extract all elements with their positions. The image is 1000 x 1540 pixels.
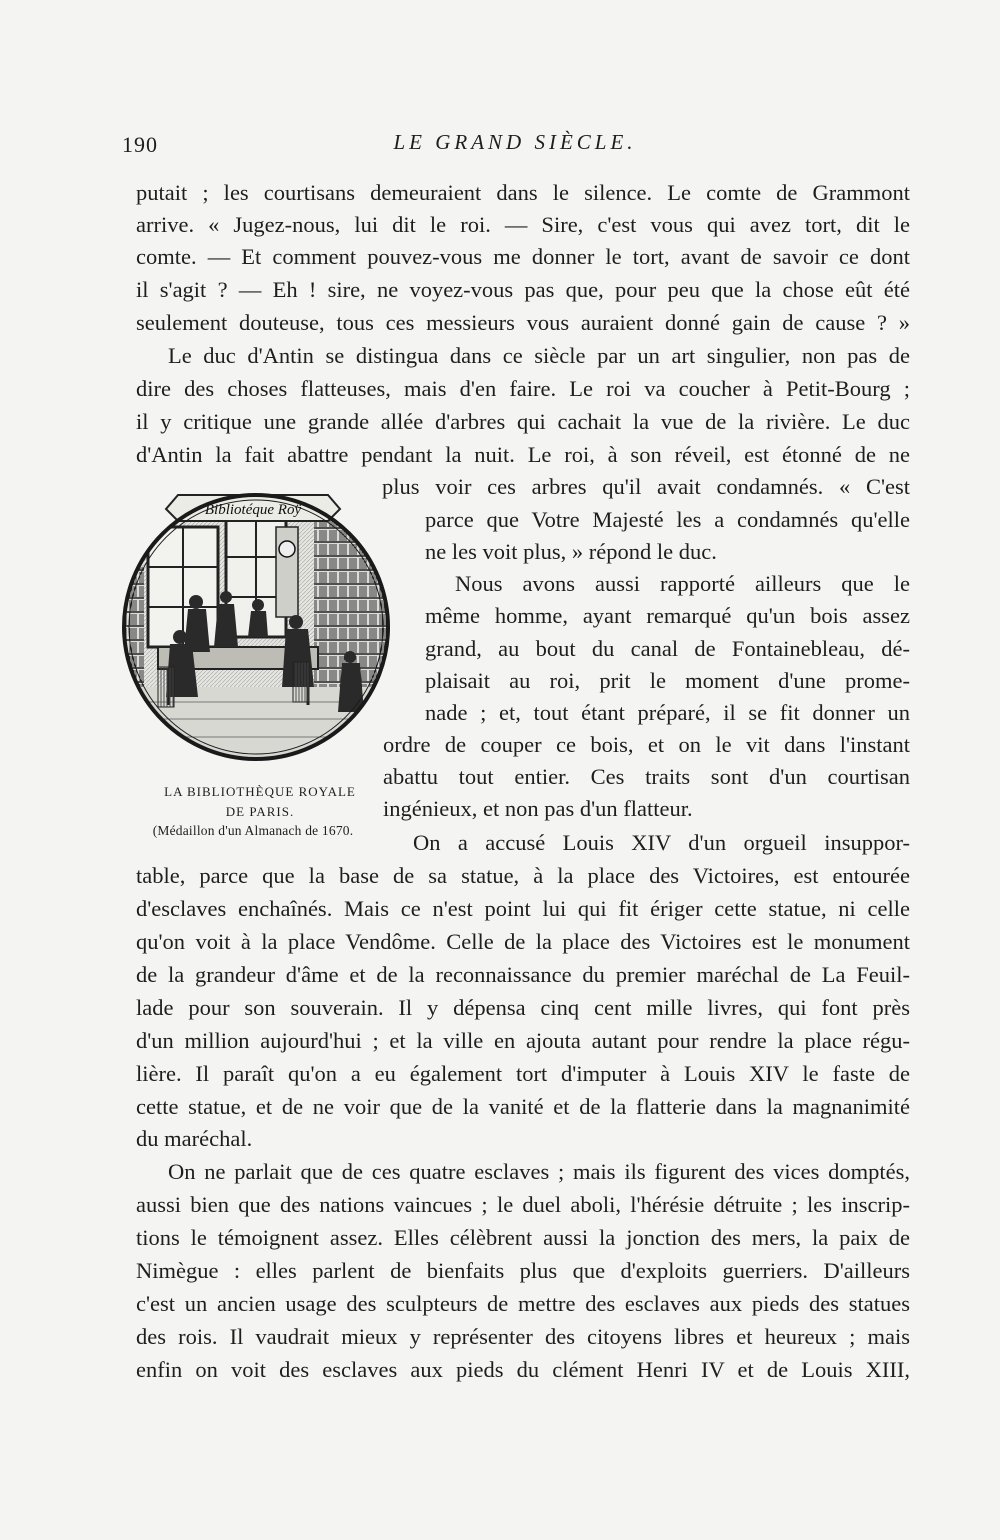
text-line: des rois. Il vaudrait mieux y représenter des citoyens libres et heureux ; mais: [136, 1324, 910, 1349]
text-line: qu'on voit à la place Vendôme. Celle de la place des Victoires est le monument: [136, 929, 910, 954]
running-title: LE GRAND SIÈCLE.: [393, 130, 637, 154]
text-line: même homme, ayant remarqué qu'un bois assez: [425, 603, 910, 628]
figure-caption-title: LA BIBLIOTHÈQUE ROYALE: [164, 784, 356, 799]
text-line: parce que Votre Majesté les a condamnés qu'elle: [425, 507, 910, 532]
text-line: ne les voit plus, » répond le duc.: [425, 539, 717, 564]
text-line: abattu tout entier. Ces traits sont d'un courtisan: [383, 764, 910, 789]
text-line: seulement douteuse, tous ces messieurs vous auraient donné gain de cause ? »: [136, 310, 910, 335]
page-number: 190: [122, 132, 158, 157]
text-line: c'est un ancien usage des sculpteurs de mettre des esclaves aux pieds des statues: [136, 1291, 910, 1316]
text-line: plus voir ces arbres qu'il avait condamnés. « C'est: [382, 474, 910, 499]
text-line: il s'agit ? — Eh ! sire, ne voyez-vous pas que, pour peu que la chose eût été: [136, 277, 910, 302]
text-line: d'Antin la fait abattre pendant la nuit. Le roi, à son réveil, est étonné de ne: [136, 442, 910, 467]
text-line: nade ; et, tout étant préparé, il se fit donner un: [425, 700, 910, 725]
text-line: enfin on voit des esclaves aux pieds du clément Henri IV et de Louis XIII,: [136, 1357, 910, 1382]
text-line: grand, au bout du canal de Fontainebleau, dé-: [425, 636, 910, 661]
text-line: Nous avons aussi rapporté ailleurs que le: [455, 571, 910, 596]
text-line: lière. Il paraît qu'on a eu également tort d'imputer à Louis XIV le faste de: [136, 1061, 910, 1086]
text-line: tions le témoignent assez. Elles célèbrent aussi la jonction des mers, la paix de: [136, 1225, 910, 1250]
figure-caption-subtitle: DE PARIS.: [225, 804, 295, 819]
figure-caption-source: (Médaillon d'un Almanach de 1670.: [152, 823, 354, 838]
library-medallion-illustration: [118, 487, 394, 763]
text-line: dire des choses flatteuses, mais d'en faire. Le roi va coucher à Petit-Bourg ;: [136, 376, 910, 401]
text-line: arrive. « Jugez-nous, lui dit le roi. — Sire, c'est vous qui avez tort, dit le: [136, 212, 910, 237]
text-line: comte. — Et comment pouvez-vous me donner le tort, avant de savoir ce dont: [136, 244, 910, 269]
text-line: d'un million aujourd'hui ; et la ville en ajouta autant pour rendre la place régu-: [136, 1028, 910, 1053]
text-line: ingénieux, et non pas d'un flatteur.: [383, 796, 693, 821]
text-line: On a accusé Louis XIV d'un orgueil insuppor-: [413, 830, 910, 855]
text-line: table, parce que la base de sa statue, à la place des Victoires, est entourée: [136, 863, 910, 888]
text-line: il y critique une grande allée d'arbres qui cachait la vue de la rivière. Le duc: [136, 409, 910, 434]
text-line: plaisait au roi, prit le moment d'une prome-: [425, 668, 910, 693]
text-line: ordre de couper ce bois, et on le vit dans l'instant: [383, 732, 910, 757]
text-line: de la grandeur d'âme et de la reconnaissance du premier maréchal de La Feuil-: [136, 962, 910, 987]
text-line: d'esclaves enchaînés. Mais ce n'est point lui qui fit ériger cette statue, ni celle: [136, 896, 910, 921]
text-line: du maréchal.: [136, 1126, 253, 1151]
text-line: putait ; les courtisans demeuraient dans le silence. Le comte de Grammont: [136, 180, 910, 205]
medallion-banner-text: Bibliotéque Roÿ: [204, 502, 302, 518]
text-line: lade pour son souverain. Il y dépensa cinq cent mille livres, qui font près: [136, 995, 910, 1020]
text-line: Le duc d'Antin se distingua dans ce siècle par un art singulier, non pas de: [168, 343, 910, 368]
text-line: cette statue, et de ne voir que de la vanité et de la flatterie dans la magnanimité: [136, 1094, 910, 1119]
text-line: aussi bien que des nations vaincues ; le duel aboli, l'hérésie détruite ; les inscrip-: [136, 1192, 910, 1217]
text-line: On ne parlait que de ces quatre esclaves ; mais ils figurent des vices domptés,: [168, 1159, 910, 1184]
text-line: Nimègue : elles parlent de bienfaits plus que d'exploits guerriers. D'ailleurs: [136, 1258, 910, 1283]
